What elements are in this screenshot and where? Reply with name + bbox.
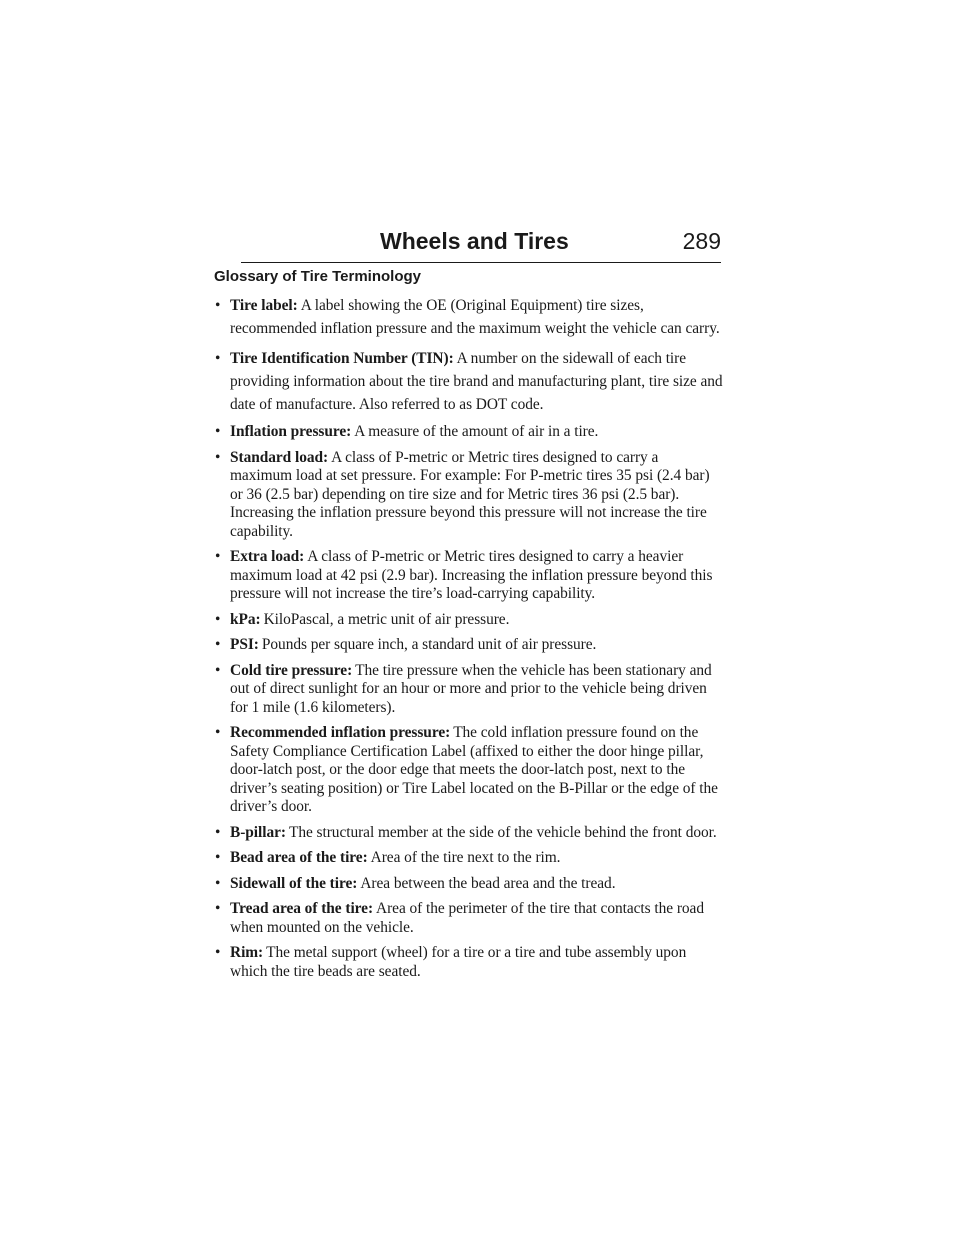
- bullet-icon: •: [215, 448, 221, 466]
- glossary-definition: Area between the bead area and the tread.: [360, 874, 616, 892]
- glossary-definition: The structural member at the side of the vehicle behind the front door.: [288, 823, 717, 841]
- bullet-icon: •: [215, 297, 221, 314]
- glossary-term: Tire Identification Number (TIN):: [230, 350, 454, 367]
- glossary-term: kPa:: [230, 610, 261, 628]
- bullet-icon: •: [215, 874, 221, 892]
- glossary-definition: A measure of the amount of air in a tire.: [354, 423, 599, 440]
- glossary-definition: The metal support (wheel) for a tire or a tire and tube assembly upon which the tire beads are seated.: [230, 944, 687, 980]
- glossary-definition: Area of the tire next to the rim.: [370, 849, 561, 866]
- glossary-item-tread-area: [214, 900, 724, 937]
- glossary-item-b-pillar: [214, 824, 724, 843]
- glossary-term: Inflation pressure:: [230, 423, 352, 440]
- glossary-item-inflation-pressure: [214, 423, 724, 442]
- glossary-definition: A number on the sidewall of each tire providing information about the tire brand and manufacturing plant, tire size and date of manufacture. Also referred to as DOT code.: [230, 350, 723, 413]
- glossary-term: Recommended inflation pressure:: [230, 724, 451, 741]
- glossary-term: Cold tire pressure:: [230, 661, 353, 679]
- glossary-definition: A class of P-metric or Metric tires designed to carry a heavier maximum load at 42 psi (2.9 bar). Increasing the inflation pressure beyond this pressure will not increase the tire’s load-carrying capability.: [230, 548, 713, 602]
- bullet-icon: •: [215, 823, 221, 841]
- glossary-definition: Pounds per square inch, a standard unit of air pressure.: [261, 636, 597, 653]
- glossary-item-extra-load: [214, 548, 724, 604]
- bullet-icon: •: [215, 661, 221, 679]
- glossary-definition: KiloPascal, a metric unit of air pressure.: [263, 610, 510, 628]
- bullet-icon: •: [215, 900, 221, 917]
- glossary-definition: The tire pressure when the vehicle has been stationary and out of direct sunlight for an hour or more and prior to the vehicle being driven for 1 mile (1.6 kilometers).: [230, 661, 712, 716]
- glossary-heading: Glossary of Tire Terminology: [214, 268, 421, 285]
- glossary-term: Tread area of the tire:: [230, 900, 374, 917]
- glossary-item-sidewall: [214, 875, 724, 894]
- glossary-item-kpa: [214, 611, 724, 630]
- glossary-list: [214, 294, 724, 981]
- glossary-term: Sidewall of the tire:: [230, 874, 358, 892]
- bullet-icon: •: [215, 849, 221, 866]
- glossary-term: PSI:: [230, 636, 259, 653]
- glossary-term: Tire label:: [230, 297, 298, 314]
- page-number: 289: [682, 228, 721, 254]
- glossary-term: Bead area of the tire:: [230, 849, 368, 866]
- glossary-term: B-pillar:: [230, 823, 286, 841]
- page-header: [241, 226, 721, 263]
- bullet-icon: •: [215, 610, 221, 628]
- glossary-item-rim: [214, 944, 724, 981]
- bullet-icon: •: [215, 548, 221, 565]
- glossary-item-psi: [214, 636, 724, 655]
- glossary-item-tin: [214, 347, 724, 416]
- glossary-section: [214, 266, 724, 988]
- glossary-term: Standard load:: [230, 448, 329, 466]
- section-title: Wheels and Tires: [380, 228, 569, 254]
- glossary-term: Rim:: [230, 944, 264, 961]
- glossary-definition: Area of the perimeter of the tire that contacts the road when mounted on the vehicle.: [230, 900, 704, 936]
- bullet-icon: •: [215, 724, 221, 741]
- glossary-item-tire-label: [214, 294, 724, 340]
- glossary-definition: A class of P-metric or Metric tires designed to carry a maximum load at set pressure. For example: For P-metric tires 35 psi (2.4 bar) or 36 (2.5 bar) depending on tire size and for Metric tires 36 psi (2.5 bar). Increasing the inflation pressure beyond this pressure will not increase the tire capability.: [230, 448, 710, 540]
- bullet-icon: •: [215, 636, 221, 653]
- glossary-definition: The cold inflation pressure found on the Safety Compliance Certification Label (affixed to either the door hinge pillar, door-latch post, or the door edge that meets the door-latch post, next to the driver’s seating position) or Tire Label located on the B-Pillar or the edge of the driver’s door.: [230, 724, 718, 815]
- bullet-icon: •: [215, 944, 221, 961]
- glossary-item-cold-tire-pressure: [214, 662, 724, 718]
- glossary-definition: A label showing the OE (Original Equipment) tire sizes, recommended inflation pressure and the maximum weight the vehicle can carry.: [230, 297, 720, 337]
- glossary-term: Extra load:: [230, 548, 305, 565]
- bullet-icon: •: [215, 350, 221, 367]
- glossary-item-standard-load: [214, 449, 724, 542]
- bullet-icon: •: [215, 423, 221, 440]
- glossary-item-bead-area: [214, 849, 724, 868]
- glossary-item-recommended-inflation-pressure: [214, 724, 724, 817]
